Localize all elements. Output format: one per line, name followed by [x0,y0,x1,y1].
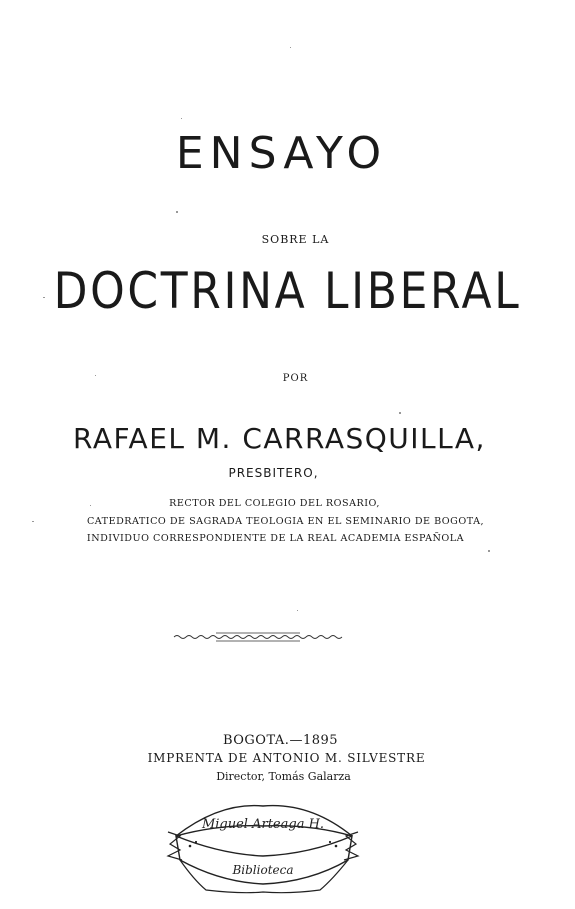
place-date: BOGOTA.—1895 [222,733,339,748]
paper-speck [488,550,490,552]
stamp-owner: Miguel Arteaga H. [201,817,325,832]
paper-speck [95,375,96,376]
book-title: ENSAYO [175,128,388,179]
library-stamp [160,796,366,896]
ornamental-rule [172,630,344,644]
by-line: POR [282,373,309,384]
credential-line: RECTOR DEL COLEGIO DEL ROSARIO, [169,498,380,509]
paper-speck [297,610,298,611]
credential-line: CATEDRATICO DE SAGRADA TEOLOGIA EN EL SEMINARIO DE BOGOTA, [86,516,485,527]
printer-line: IMPRENTA DE ANTONIO M. SILVESTRE [147,751,426,765]
paper-speck [32,521,34,522]
credential-line: INDIVIDUO CORRESPONDIENTE DE LA REAL ACADEMIA ESPAÑOLA [86,533,465,544]
stamp-label: Biblioteca [232,863,294,877]
paper-speck [90,505,91,506]
paper-speck [290,47,291,48]
director-line: Director, Tomás Galarza [216,770,351,783]
author-name: RAFAEL M. CARRASQUILLA, [73,422,486,455]
paper-speck [43,297,45,298]
paper-speck [399,412,401,414]
main-title: DOCTRINA LIBERAL [53,262,522,320]
author-role: PRESBITERO, [228,466,319,480]
paper-speck [176,211,178,213]
paper-speck [181,118,182,119]
title-connector: SOBRE LA [261,233,330,246]
